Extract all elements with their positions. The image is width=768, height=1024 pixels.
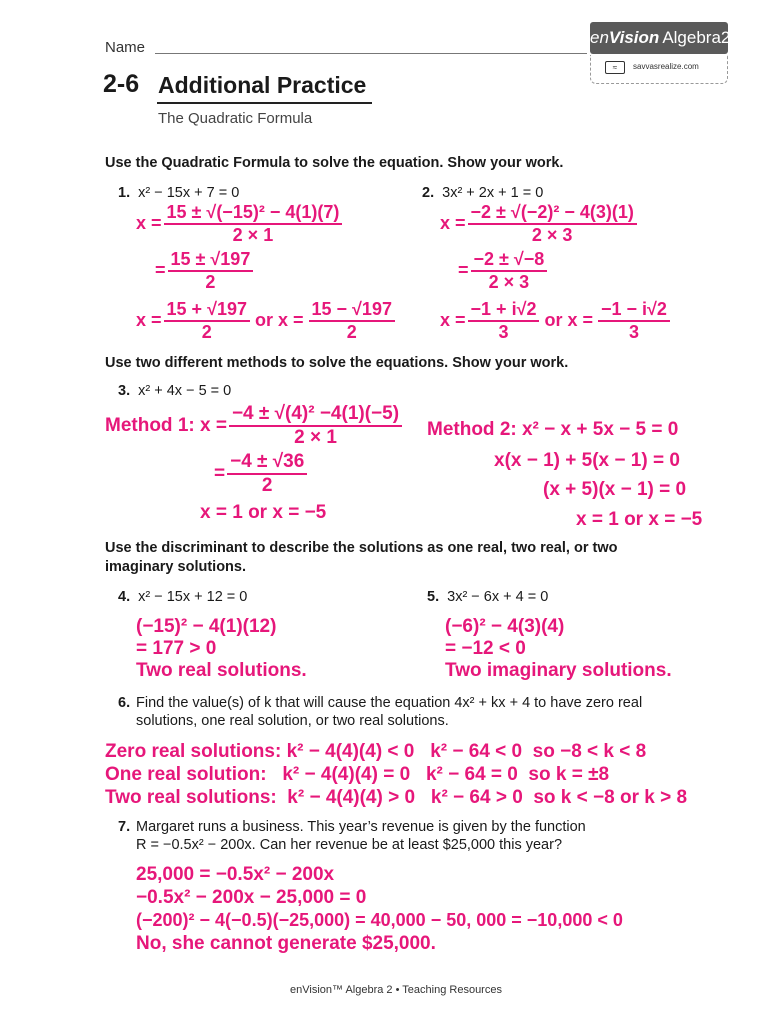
p3-method2-line4: x = 1 or x = −5 [576,509,703,530]
problem-7-number: 7. [118,819,131,835]
problem-2-statement [422,185,543,201]
problem-number: 2. [422,185,435,201]
name-label: Name [105,39,146,56]
p1-l3-or: or x = [254,310,304,331]
problem-4-statement [118,589,247,605]
brand-vision: Vision [608,28,660,47]
p4-answer-3: Two real solutions. [136,660,307,681]
problem-equation: 3x² + 2x + 1 = 0 [442,185,544,201]
problem-6-text-line2: solutions, one real solution, or two real solutions. [136,713,449,729]
p7-answer-4: No, she cannot generate $25,000. [136,933,436,954]
lesson-number: 2-6 [103,70,140,98]
p2-l3-num-b: −1 − i√2 [598,300,670,322]
title-underline [157,102,372,104]
problem-3-statement [118,383,231,399]
p1-l1-num: 15 ± √(−15)² − 4(1)(7) [164,203,343,225]
problem-5-statement [427,589,548,605]
problem-number: 1. [118,185,131,201]
problem-number: 3. [118,383,131,399]
p2-line3 [440,300,672,342]
brand-num: 2 [720,28,731,47]
p6-answer-zero: Zero real solutions: k² − 4(4)(4) < 0 k² − 64 < 0 so −8 < k < 8 [105,741,647,762]
name-line [155,53,587,54]
p3-method2-line3: (x + 5)(x − 1) = 0 [543,479,687,500]
p3-method2-line1: Method 2: x² − x + 5x − 5 = 0 [427,419,679,440]
p2-l2-den: 2 × 3 [488,271,530,292]
p3-m1-num: −4 ± √(4)² −4(1)(−5) [229,404,402,427]
p1-line1 [136,203,344,245]
p1-l3-den-a: 2 [201,321,212,342]
section1-instruction: Use the Quadratic Formula to solve the equation. Show your work. [105,155,564,171]
p7-answer-3: (−200)² − 4(−0.5)(−25,000) = 40,000 − 50, 000 = −10,000 < 0 [136,910,623,930]
p1-l2-lhs: = [155,260,166,281]
p3-method1-line1 [105,404,404,448]
p2-l1-den: 2 × 3 [531,224,573,245]
lesson-subtitle: The Quadratic Formula [158,110,313,127]
brand-prefix: en [590,28,609,47]
p2-l2-lhs: = [458,260,469,281]
p3-m1-l2-den: 2 [261,474,273,496]
section3-instruction-line1: Use the discriminant to describe the solutions as one real, two real, or two [105,540,618,556]
problem-equation: x² − 15x + 7 = 0 [138,185,240,201]
problem-equation: x² + 4x − 5 = 0 [138,383,232,399]
footer-text: enVision™ Algebra 2 • Teaching Resources [290,984,502,996]
p3-m1-l2-lhs: = [214,462,226,484]
p1-line3 [136,300,397,342]
p1-l3-num-b: 15 − √197 [309,300,395,322]
problem-equation: x² − 15x + 12 = 0 [138,589,248,605]
p2-l3-den-a: 3 [498,321,509,342]
p2-l3-num-a: −1 + i√2 [468,300,540,322]
section3-instruction-line2: imaginary solutions. [105,559,246,575]
p2-line2 [458,250,549,292]
p3-m1-den: 2 × 1 [294,426,337,448]
problem-6-number: 6. [118,695,131,711]
p2-l3-or: or x = [544,310,593,331]
problem-7-text-line1: Margaret runs a business. This year’s revenue is given by the function [136,819,586,835]
p2-l1-num: −2 ± √(−2)² − 4(3)(1) [468,203,637,225]
url-text: savvasrealize.com [633,62,699,71]
monitor-icon: ≈ [605,61,625,74]
p1-l3-num-a: 15 + √197 [164,300,250,322]
p1-l2-num: 15 ± √197 [168,250,254,272]
p2-line1 [440,203,639,245]
p2-l2-num: −2 ± √−8 [471,250,548,272]
p3-method1-line2 [214,452,309,496]
p1-l1-den: 2 × 1 [232,224,274,245]
problem-1-statement [118,185,239,201]
problem-equation: 3x² − 6x + 4 = 0 [447,589,549,605]
p5-answer-2: = −12 < 0 [445,638,526,659]
p5-answer-3: Two imaginary solutions. [445,660,672,681]
p5-answer-1: (−6)² − 4(3)(4) [445,616,565,637]
problem-6-text-line1: Find the value(s) of k that will cause the equation 4x² + kx + 4 to have zero real [136,695,643,711]
p3-method2-line2: x(x − 1) + 5(x − 1) = 0 [494,450,680,471]
section2-instruction: Use two different methods to solve the equations. Show your work. [105,355,569,371]
p3-method1-result: x = 1 or x = −5 [200,502,327,523]
p6-answer-two: Two real solutions: k² − 4(4)(4) > 0 k² − 64 > 0 so k < −8 or k > 8 [105,787,688,808]
problem-number: 5. [427,589,440,605]
brand-logo [590,22,731,54]
p4-answer-1: (−15)² − 4(1)(12) [136,616,277,637]
p1-l3-den-b: 2 [346,321,357,342]
p3-m1-l2-num: −4 ± √36 [227,452,307,475]
p1-l1-lhs: x = [136,213,162,234]
p3-m1-lhs: Method 1: x = [105,414,227,436]
p2-l1-lhs: x = [440,213,466,234]
p1-l3-lhs: x = [136,310,162,331]
brand-algebra: Algebra [662,28,721,47]
p1-l2-den: 2 [205,271,216,292]
p2-l3-den-b: 3 [628,321,639,342]
p6-answer-one: One real solution: k² − 4(4)(4) = 0 k² − 64 = 0 so k = ±8 [105,764,610,785]
p1-line2 [155,250,255,292]
p7-answer-1: 25,000 = −0.5x² − 200x [136,864,335,885]
p7-answer-2: −0.5x² − 200x − 25,000 = 0 [136,887,367,908]
p2-l3-lhs: x = [440,310,466,331]
problem-number: 4. [118,589,131,605]
lesson-title: Additional Practice [158,72,367,98]
problem-7-text-line2: R = −0.5x² − 200x. Can her revenue be at least $25,000 this year? [136,837,563,853]
p4-answer-2: = 177 > 0 [136,638,217,659]
